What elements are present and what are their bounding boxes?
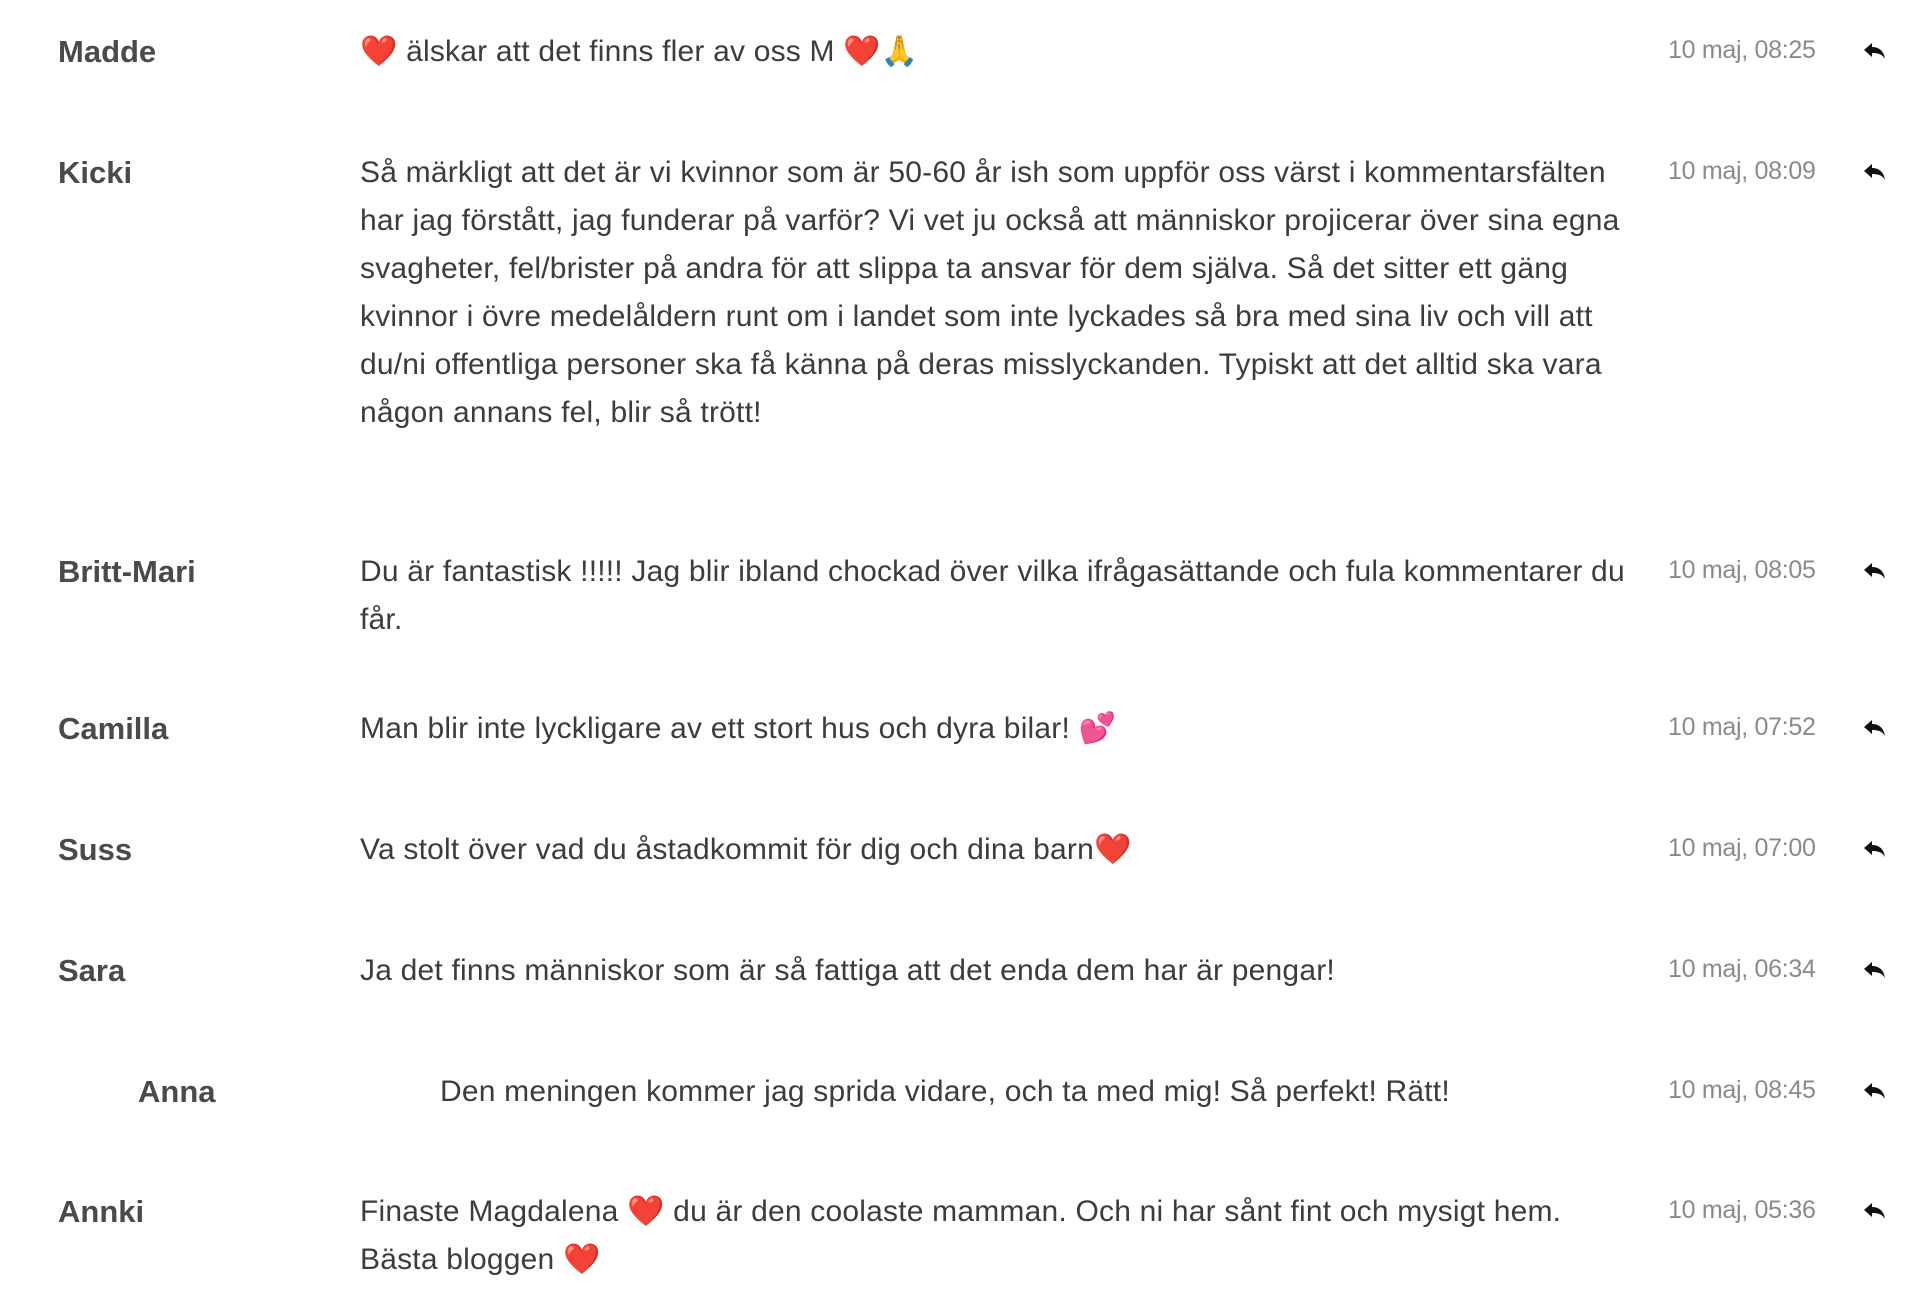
reply-button[interactable] (1860, 955, 1890, 985)
comment-text: Finaste Magdalena ❤️ du är den coolaste mamman. Och ni har sånt fint och mysigt hem. Bästa bloggen ❤️ (360, 1195, 1562, 1276)
reply-button[interactable] (1860, 36, 1890, 66)
comment-timestamp: 10 maj, 08:25 (1668, 36, 1816, 64)
reply-arrow-icon (1860, 834, 1890, 864)
comment-timestamp: 10 maj, 08:05 (1668, 556, 1816, 584)
comment-text: Så märkligt att det är vi kvinnor som är 50-60 år ish som uppför oss värst i kommentarsfälten har jag förstått, jag funderar på varför? Vi vet ju också att människor projicerar över sina egna svagheter, fel/brister på andra för att slippa ta ansvar för dem själva. Så det sitter ett gäng kvinnor i övre medelåldern runt om i landet som inte lyckades så bra med sina liv och vill att du/ni offentliga personer ska få känna på deras misslyckanden. Typiskt att det alltid ska vara någon annans fel, blir så trött! (360, 156, 1620, 429)
comment-timestamp: 10 maj, 07:52 (1668, 713, 1816, 741)
comment-timestamp: 10 maj, 08:45 (1668, 1076, 1816, 1104)
comment-text: Va stolt över vad du åstadkommit för dig och dina barn❤️ (360, 833, 1132, 866)
comment-author: Annki (58, 1194, 145, 1229)
reply-button[interactable] (1860, 834, 1890, 864)
reply-arrow-icon (1860, 157, 1890, 187)
comment-text: Ja det finns människor som är så fattiga att det enda dem har är pengar! (360, 954, 1335, 987)
comment-timestamp: 10 maj, 08:09 (1668, 157, 1816, 185)
reply-arrow-icon (1860, 713, 1890, 743)
comment-timestamp: 10 maj, 05:36 (1668, 1196, 1816, 1224)
reply-button[interactable] (1860, 1076, 1890, 1106)
comment-text: Den meningen kommer jag sprida vidare, och ta med mig! Så perfekt! Rätt! (440, 1075, 1450, 1108)
comment-author: Sara (58, 953, 126, 988)
reply-arrow-icon (1860, 556, 1890, 586)
reply-arrow-icon (1860, 1196, 1890, 1226)
reply-button[interactable] (1860, 713, 1890, 743)
comment-text: Man blir inte lyckligare av ett stort hus och dyra bilar! 💕 (360, 712, 1117, 745)
comment-timestamp: 10 maj, 07:00 (1668, 834, 1816, 862)
reply-button[interactable] (1860, 556, 1890, 586)
comment-timestamp: 10 maj, 06:34 (1668, 955, 1816, 983)
comment-author: Britt-Mari (58, 554, 196, 589)
comment-author: Camilla (58, 711, 169, 746)
reply-button[interactable] (1860, 157, 1890, 187)
reply-arrow-icon (1860, 36, 1890, 66)
comment-text: ❤️ älskar att det finns fler av oss M ❤️🙏 (360, 35, 919, 68)
reply-arrow-icon (1860, 955, 1890, 985)
comment-author: Kicki (58, 155, 133, 190)
comment-author: Anna (138, 1074, 216, 1109)
comment-text: Du är fantastisk !!!!! Jag blir ibland chockad över vilka ifrågasättande och fula kommentarer du får. (360, 555, 1625, 636)
reply-arrow-icon (1860, 1076, 1890, 1106)
comment-author: Suss (58, 832, 133, 867)
reply-button[interactable] (1860, 1196, 1890, 1226)
comment-author: Madde (58, 34, 157, 69)
